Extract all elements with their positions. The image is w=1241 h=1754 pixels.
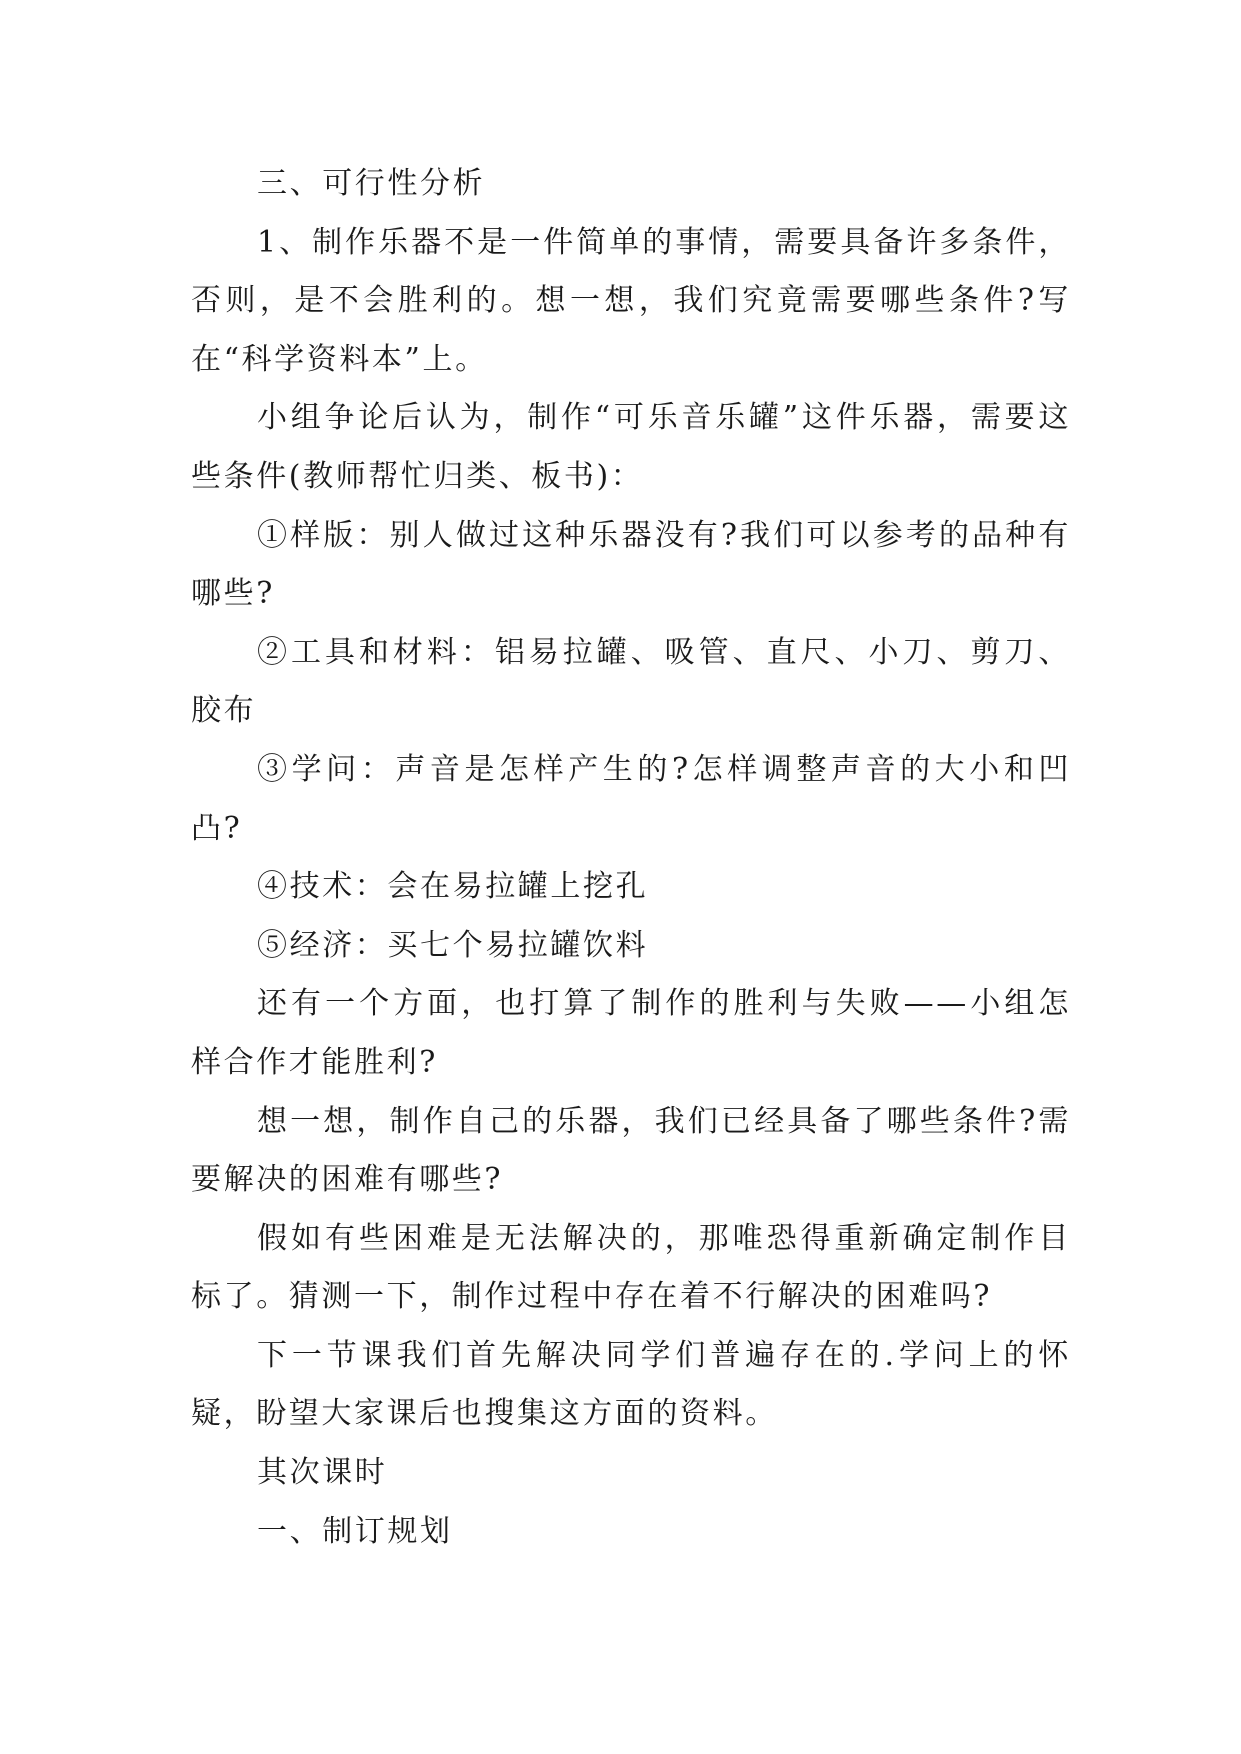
paragraph: 还有一个方面，也打算了制作的胜利与失败——小组怎样合作才能胜利? — [191, 986, 1071, 1080]
list-item-sample: ①样版：别人做过这种乐器没有?我们可以参考的品种有哪些? — [191, 517, 1071, 612]
paragraph: 下一节课我们首先解决同学们普遍存在的.学问上的怀疑，盼望大家课后也搜集这方面的资料。 — [191, 1337, 1071, 1432]
paragraph: 想一想，制作自己的乐器，我们已经具备了哪些条件?需要解决的困难有哪些? — [191, 1103, 1071, 1198]
section-heading-plan: 一、制订规划 — [257, 1513, 453, 1549]
list-item-tools: ②工具和材料：铝易拉罐、吸管、直尺、小刀、剪刀、胶布 — [191, 634, 1071, 729]
section-heading-feasibility: 三、可行性分析 — [257, 166, 486, 201]
paragraph: 假如有些困难是无法解决的，那唯恐得重新确定制作目标了。猜测一下，制作过程中存在着不行解决的困难吗? — [191, 1220, 1071, 1315]
list-item-economy: ⑤经济：买七个易拉罐饮料 — [257, 927, 649, 963]
list-item-knowledge: ③学问：声音是怎样产生的?怎样调整声音的大小和凹凸? — [191, 751, 1071, 846]
document-body — [191, 155, 1071, 1561]
paragraph: 1、制作乐器不是一件简单的事情，需要具备许多条件，否则，是不会胜利的。想一想，我们究竟需要哪些条件?写在“科学资料本”上。 — [191, 224, 1071, 377]
paragraph: 小组争论后认为，制作“可乐音乐罐”这件乐器，需要这些条件(教师帮忙归类、板书)： — [191, 400, 1071, 494]
list-item-technique: ④技术：会在易拉罐上挖孔 — [257, 869, 649, 905]
lesson-heading: 其次课时 — [257, 1455, 388, 1491]
